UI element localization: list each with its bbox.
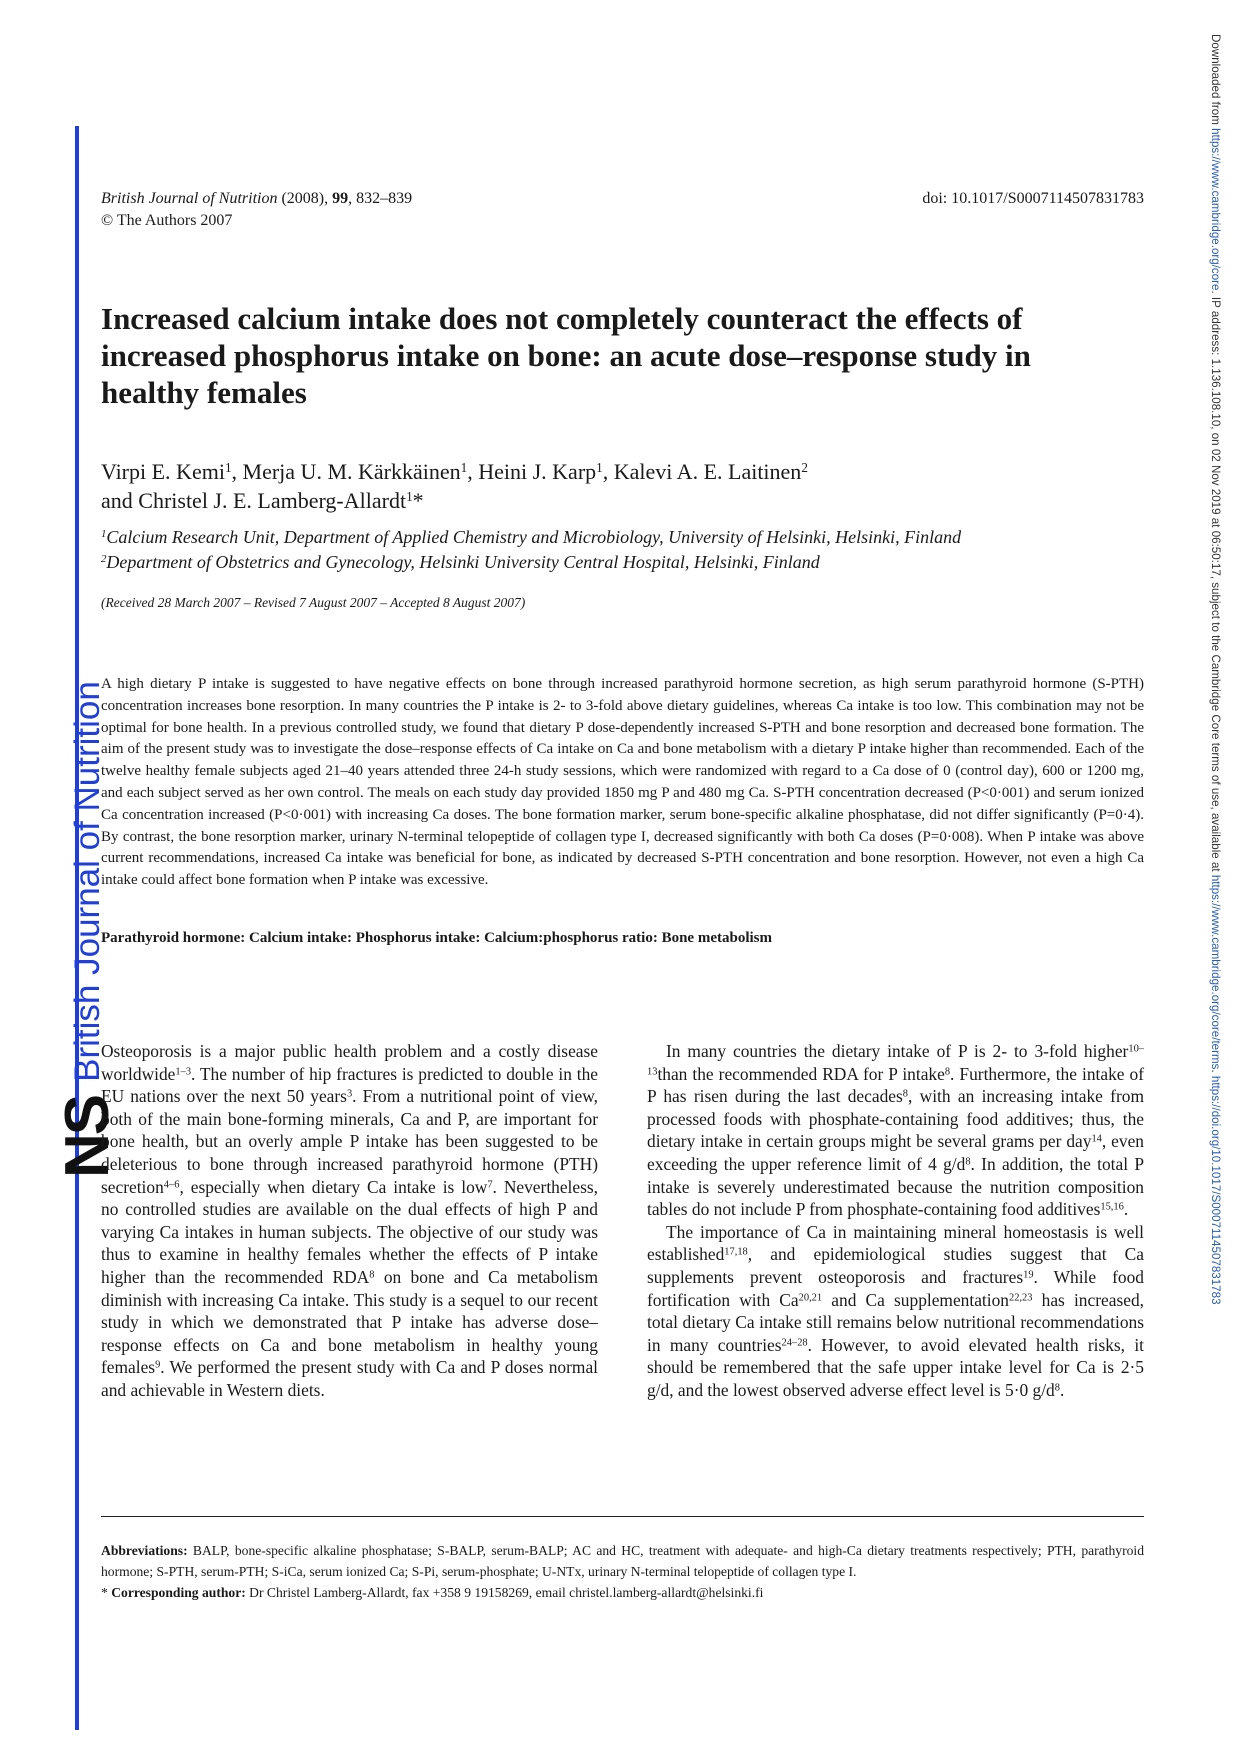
article-title: Increased calcium intake does not completely counteract the effects of increased phosphorus intake on bone: an acute dose–response study in healthy females: [101, 301, 1031, 410]
corresponding-author-note: * Corresponding author: Dr Christel Lamberg-Allardt, fax +358 9 19158269, email christel.lamberg-allardt@helsinki.fi: [101, 1585, 764, 1600]
author-list: Virpi E. Kemi$^1$, Merja U. M. Kärkkäinen$^1$, Heini J. Karp$^1$, Kalevi A. E. Laitinen$^2$ and Christel J. E. Lamberg-Allardt$^1$*: [101, 459, 808, 513]
affiliations: [101, 525, 1144, 575]
footnotes: [101, 1540, 1144, 1603]
abstract: A high dietary P intake is suggested to have negative effects on bone through increased parathyroid hormone secretion, as high serum parathyroid hormone (S-PTH) concentration increases bone resorption. In many countries the P intake is 2- to 3-fold above dietary guidelines, whereas Ca intake is too low. This combination may not be optimal for bone health. In a previous controlled study, we found that dietary P dose-dependently increased S-PTH and bone resorption and decreased bone formation. The aim of the present study was to investigate the dose–response effects of Ca intake on Ca and bone metabolism with a dietary P intake higher than recommended. Each of the twelve healthy female subjects aged 21–40 years attended three 24-h study sessions, which were randomized with regard to a Ca dose of 0 (control day), 600 or 1200 mg, and each subject served as her own control. The meals on each study day provided 1850 mg P and 480 mg Ca. S-PTH concentration decreased (P<0·001) and serum ionized Ca concentration increased (P<0·001) with increasing Ca doses. The bone formation marker, serum bone-specific alkaline phosphatase, did not differ significantly (P=0·4). By contrast, the bone resorption marker, urinary N-terminal telopeptide of collagen type I, decreased significantly with both Ca doses (P=0·008). When P intake was above current recommendations, increased Ca intake was beneficial for bone, as indicated by decreased S-PTH concentration and bone resorption. However, not even a high Ca intake could affect bone formation when P intake was excessive.: [101, 676, 1144, 889]
doi-link[interactable]: https://doi.org/10.1017/S0007114507831783: [1209, 1075, 1222, 1305]
paragraph: In many countries the dietary intake of P is 2- to 3-fold higher$^{10-13}$than the recommended RDA for P intake$^8$. Furthermore, the intake of P has risen during the last decades$^8$, with an increasing intake from processed foods with phosphate-containing food additives; thus, the dietary intake in certain groups might be several grams per day$^{14}$, even exceeding the upper reference limit of 4 $g/d^8$. In addition, the total P intake is severely underestimated because the nutrition composition tables do not include P from phosphate-containing food additives$^{15,16}$.: [647, 1041, 1144, 1220]
terms-link[interactable]: https://www.cambridge.org/core/terms: [1209, 874, 1222, 1070]
journal-side-name: British Journal of Nutrition: [67, 681, 107, 1082]
body-column-right: [647, 1040, 1144, 1402]
body-column-left: [101, 1040, 598, 1402]
keywords: Parathyroid hormone: Calcium intake: Phosphorus intake: Calcium:phosphorus ratio: Bone metabolism: [101, 930, 773, 946]
journal-header: [101, 188, 1144, 232]
citation-line: British Journal of Nutrition (2008), 99, 832–839: [101, 190, 413, 207]
doi: doi: 10.1017/S0007114507831783: [922, 190, 1144, 207]
download-notice: Downloaded from https://www.cambridge.org/core. IP address: 1.136.108.10, on 02 Nov 2019 at 06:50:17, subject to the Cambridge Core terms of use, available at https://www.cambridge.org/core/terms. https://doi.org/10.1017/S0007114507831783: [1209, 34, 1222, 1305]
paragraph: The importance of Ca in maintaining mineral homeostasis is well established$^{17,18}$, and epidemiological studies suggest that Ca supplements prevent osteoporosis and fractures$^{19}$. While food fortification with Ca$^{20,21}$ and Ca supplementation$^{22,23}$ has increased, total dietary Ca intake still remains below nutritional recommendations in many countries$^{24-28}$. However, to avoid elevated health risks, it should be remembered that the safe upper intake level for Ca is 2·5 g/d, and the lowest observed adverse effect level is 5·0 $g/d^8$.: [647, 1221, 1145, 1400]
ns-logo: NS: [53, 1095, 122, 1178]
copyright: © The Authors 2007: [101, 212, 233, 229]
affiliation: $^1$Calcium Research Unit, Department of Applied Chemistry and Microbiology, University of Helsinki, Helsinki, Finland: [101, 527, 962, 547]
received-dates: (Received 28 March 2007 – Revised 7 August 2007 – Accepted 8 August 2007): [101, 595, 526, 610]
abbreviations-note: Abbreviations: BALP, bone-specific alkaline phosphatase; S-BALP, serum-BALP; AC and HC, treatment with adequate- and high-Ca dietary treatments respectively; PTH, parathyroid hormone; S-PTH, serum-PTH; S-iCa, serum ionized Ca; S-Pi, serum-phosphate; U-NTx, urinary N-terminal telopeptide of collagen type I.: [101, 1543, 1144, 1579]
affiliation: $^2$Department of Obstetrics and Gynecology, Helsinki University Central Hospital, Helsinki, Finland: [101, 552, 820, 572]
cambridge-core-link[interactable]: https://www.cambridge.org/core: [1209, 128, 1222, 291]
footnote-divider: [101, 1516, 1144, 1517]
paragraph: Osteoporosis is a major public health problem and a costly disease worldwide$^{1-3}$. The number of hip fractures is predicted to double in the EU nations over the next 50 years$^3$. From a nutritional point of view, both of the main bone-forming minerals, Ca and P, are important for bone health, but an overly ample P intake has been suggested to be deleterious to bone through increased parathyroid hormone (PTH) secretion$^{4-6}$, especially when dietary Ca intake is low$^7$. Nevertheless, no controlled studies are available on the dual effects of high P and varying Ca intakes in human subjects. The objective of our study was thus to examine in healthy females whether the effects of P intake higher than the recommended RDA$^8$ on bone and Ca metabolism diminish with increasing Ca intake. This study is a sequel to our recent study in which we demonstrated that P intake has adverse dose–response effects on Ca and bone metabolism in healthy young females$^9$. We performed the present study with Ca and P doses normal and achievable in Western diets.: [101, 1041, 598, 1400]
